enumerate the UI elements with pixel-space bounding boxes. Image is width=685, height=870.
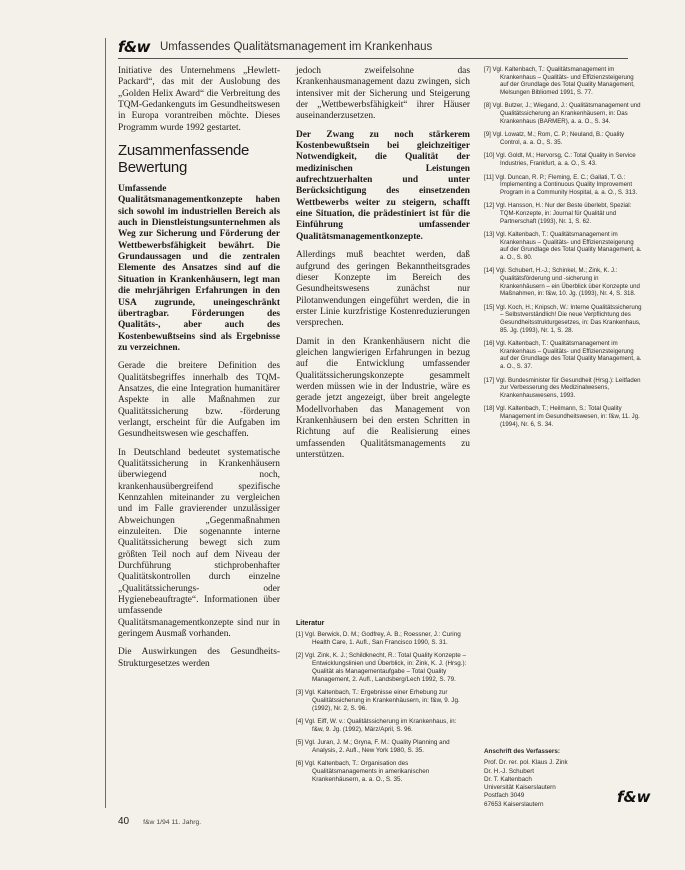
column-3 (484, 66, 642, 434)
author-line: Prof. Dr. rer. pol. Klaus J. Zink (484, 759, 568, 767)
reference-item: [5] Vgl. Juran, J. M.; Gryna, F. M.: Quality Planning and Analysis, 2. Aufl., New York 1980, S. 35. (296, 739, 450, 754)
column-2 (296, 66, 470, 468)
author-address-title: Anschrift des Verfassers: (484, 748, 560, 755)
author-line: Postfach 3049 (484, 792, 525, 800)
paragraph: Damit in den Krankenhäusern nicht die gleichen langwierigen Erfahrungen in bezug auf die Entwicklung umfassender Qualitätssicherungskonzepte gesammelt werden müssen wie in der Industrie, wäre es gerade jetzt angezeigt, über breit angelegte Modellvorhaben das Management von Krankenhäusern bei den ersten Schritten in Richtung auf die Realisierung eines umfassenden Qualitätsmanagements zu unterstützen. (296, 336, 470, 460)
section-heading: Zusammenfassende Bewertung (118, 142, 250, 177)
reference-item: [15] Vgl. Koch, H.; Knipsch, W.: Interne Qualitätssicherung – Selbstverständlich! Die neue Verpflichtung des Gesundheitsstrukturgesetzes, in: Das Krankenhaus, 85. Jg. (1993), Nr. 1, S. 28. (484, 303, 642, 334)
column-1 (118, 66, 280, 677)
references-heading: Literatur (296, 620, 325, 627)
reference-item: [1] Vgl. Berwick, D. M.; Godfrey, A. B.; Roessner, J.: Curing Health Care, 1. Aufl., San Francisco 1990, S. 31. (296, 631, 461, 646)
running-header (118, 36, 628, 59)
reference-item: [14] Vgl. Schubert, H.-J.; Schinkel, M.; Zink, K. J.: Qualitätsförderung und -sicherung in Krankenhäusern – ein Überblick über Konzepte und Maßnahmen, in: f&w, 10. Jg. (1993), Nr. 4, S. 318. (484, 267, 640, 298)
reference-item: [9] Vgl. Lowatz, M.; Rom, C. P.; Neuland, B.: Quality Control, a. a. O., S. 35. (484, 131, 625, 146)
reference-item: [10] Vgl. Goldt, M.; Hervorsg, C.: Total Quality in Service Industries, Frankfurt, a. a. O., S. 43. (484, 152, 636, 167)
author-line: Dr. T. Kaltenbach (484, 775, 532, 783)
paragraph: Gerade die breitere Definition des Qualitätsbegriffes innerhalb des TQM-Ansatzes, die eine Integration humanitärer Aspekte in alle Maßnahmen zur Qualitätssicherung bzw. -förderung verlangt, erscheint für die Aufgaben im Gesundheitswesen wie geschaffen. (118, 361, 280, 440)
reference-item: [13] Vgl. Kaltenbach, T.: Qualitätsmanagement im Krankenhaus – Qualitäts- und Effizienzsteigerung auf der Grundlage des Total Quality Management, a. a. O., S. 80. (484, 231, 642, 261)
reference-item: [3] Vgl. Kaltenbach, T.: Ergebnisse einer Erhebung zur Qualitätssicherung in Krankenhäusern, in: f&w, 9. Jg. (1992), Nr. 2, S. 96. (296, 689, 460, 712)
author-line: Universität Kaiserslautern (484, 784, 556, 792)
references-section (296, 620, 470, 789)
reference-item: [18] Vgl. Kaltenbach, T.; Heilmann, S.: Total Quality Management im Gesundheitswesen, in: f&w, 11. Jg. (1994), Nr. 6, S. 34. (484, 405, 640, 428)
summary-bold-paragraph: Umfassende Qualitätsmanagementkonzepte haben sich sowohl im industriellen Bereich als auch in Dienstleistungsunternehmen als Weg zur Sicherung und Förderung der Wettbewerbsfähigkeit bewährt. Die Grundaussagen und die zentralen Elemente des Ansatzes sind auf die Situation in Krankenhäusern, legt man die mehrjährigen Erfahrungen in den USA zugrunde, uneingeschränkt übertragbar. Förderungen des Qualitäts-, aber auch des Kostenbewußtseins sind als Ergebnisse zu verzeichnen. (118, 184, 280, 353)
paragraph: In Deutschland bedeutet systematische Qualitätssicherung in Krankenhäusern überwiegend noch, krankenhausübergreifend spezifische Kennzahlen miteinander zu vergleichen und im Falle gravierender unzulässiger Abweichungen „Gegenmaßnahmen einzuleiten. Die sogenannte interne Qualitätssicherung bewegt sich zum größten Teil noch auf dem Niveau der Durchführung stichprobenhafter Qualitätskontrollen durch einzelne „Qualitätssicherungs- oder Hygienebeauftragte“. Informationen über umfassende Qualitätsmanagementkonzepte sind nur in geringem Ausmaß vorhanden. (118, 447, 280, 640)
author-address (484, 748, 604, 809)
footer-logo: f&w (617, 788, 651, 806)
margin-rule (105, 38, 106, 808)
author-line: 67653 Kaiserslautern (484, 800, 544, 808)
reference-item: [8] Vgl. Butzer, J.; Wiegand, J.: Qualitätsmanagement und Qualitätssicherung an Krankenhäusern, in: Das Krankenhaus (BARMER), a. a. O., S. 34. (484, 102, 641, 125)
reference-item: [4] Vgl. Eiff, W. v.: Qualitätssicherung im Krankenhaus, in: f&w, 9. Jg. (1992), März/April, S. 96. (296, 718, 457, 733)
running-title: Umfassendes Qualitätsmanagement im Krankenhaus (159, 41, 433, 53)
journal-logo: f&w (118, 38, 150, 56)
author-line: Dr. H.-J. Schubert (484, 767, 535, 775)
intro-paragraph: Initiative des Unternehmens „Hewlett-Packard“, das mit der Auslobung des „Golden Helix Award“ die Verbreitung des TQM-Gedankenguts im Gesundheitswesen in Europa vorantreiben möchte. Dieses Programm wurde 1992 gestartet. (118, 66, 280, 133)
reference-item: [6] Vgl. Kaltenbach, T.: Organisation des Qualitätsmanagements in amerikanischen Krankenhäusern, a. a. O., S. 35. (296, 760, 430, 783)
reference-item: [2] Vgl. Zink, K. J.; Schildknecht, R.: Total Quality Konzepte – Entwicklungslinien und Überblick, in: Zink, K. J. (Hrsg.): Qualität als Managementaufgabe – Total Quality Management, 2. Aufl., Landsberg/Lech 1992, S. 79. (296, 652, 467, 683)
paragraph: Die Auswirkungen des Gesundheits-Strukturgesetzes werden (118, 647, 280, 669)
reference-item: [12] Vgl. Hansson, H.: Nur der Beste überlebt, Spezial: TQM-Konzepte, in: Journal für Qualität und Partnerschaft (1993), Nr. 1, S. 62. (484, 202, 632, 225)
paragraph: Allerdings muß beachtet werden, daß aufgrund des geringen Bekanntheitsgrades dieser Konzepte im Bereich des Gesundheitswesens zunächst nur Pilotanwendungen eingeführt werden, die in erster Linie kurzfristige Kostenreduzierungen versprechen. (296, 250, 470, 329)
reference-item: [17] Vgl. Bundesminister für Gesundheit (Hrsg.): Leitfaden zur Verbesserung des Medizinalwesens, Krankenhauswesens, 1993. (484, 376, 641, 399)
footer-text: f&w 1/94 11. Jahrg. (143, 819, 202, 826)
page-number: 40 (118, 816, 130, 827)
paragraph: jedoch zweifelsohne das Krankenhausmanagement dazu zwingen, sich intensiver mit der Sicherung und Steigerung der „Wettbewerbsfähigkeit“ ihrer Häuser auseinanderzusetzen. (296, 66, 470, 122)
reference-item: [7] Vgl. Kaltenbach, T.: Qualitätsmanagement im Krankenhaus – Qualitäts- und Effizienzsteigerung auf der Grundlage des Total Quality Management, Melsungen Bibliomed 1991, S. 77. (484, 66, 635, 96)
bold-paragraph: Der Zwang zu noch stärkerem Kostenbewußtsein bei gleichzeitiger Notwendigkeit, die Qualität der medizinischen Leistungen aufrechtzuerhalten und unter Berücksichtigung des einsetzenden Wettbewerbs weiter zu steigern, schafft eine Situation, die prädestiniert ist für die Einführung umfassender Qualitätsmanagementkonzepte. (296, 129, 470, 242)
reference-item: [11] Vgl. Duncan, R. P.; Fleming, E. C.; Gallati, T. G.: Implementing a Continuous Quality Improvement Program in a Community Hospital, a. a. O., S. 313. (484, 173, 638, 196)
reference-item: [16] Vgl. Kaltenbach, T.: Qualitätsmanagement im Krankenhaus – Qualitäts- und Effizienzsteigerung auf der Grundlage des Total Quality Management, a. a. O., S. 37. (484, 340, 642, 370)
page-footer (118, 816, 478, 827)
